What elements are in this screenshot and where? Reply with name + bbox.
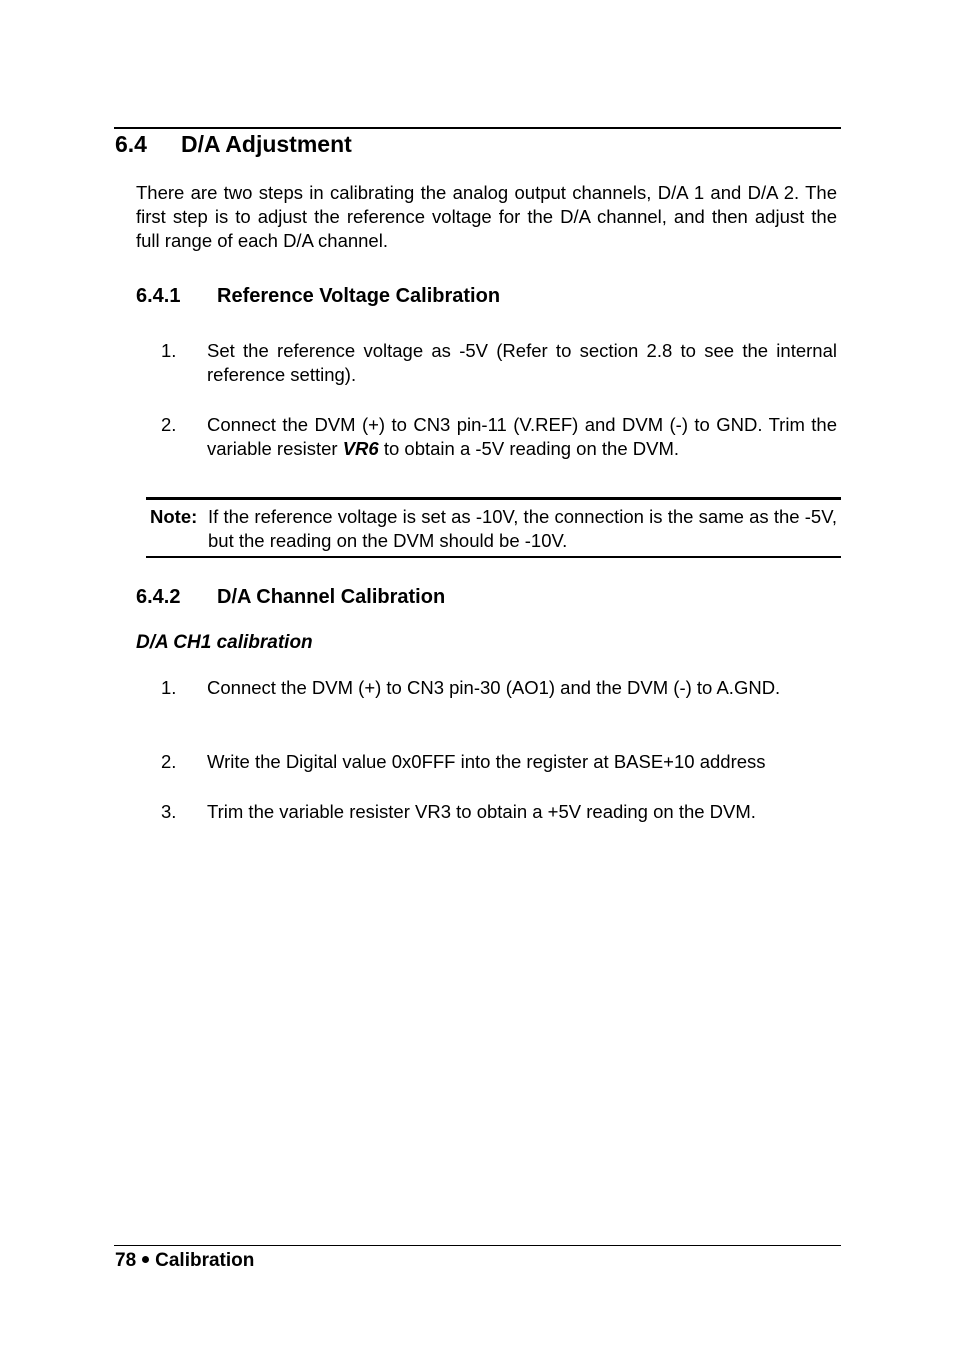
section-heading [115, 131, 352, 158]
list-item-text: Trim the variable resister VR3 to obtain a +5V reading on the DVM. [207, 801, 756, 822]
list-item [161, 750, 837, 774]
list-item-number: 2. [161, 414, 177, 435]
header-rule [114, 127, 841, 129]
list-item-number: 2. [161, 751, 177, 772]
list-item [161, 676, 837, 700]
note-bottom-rule [146, 556, 841, 558]
list-item-number: 1. [161, 340, 177, 361]
intro-paragraph: There are two steps in calibrating the analog output channels, D/A 1 and D/A 2. The first step is to adjust the reference voltage for the D/A channel, and then adjust the full range of each D/A channel. [136, 182, 837, 251]
list-item-number: 1. [161, 677, 177, 698]
subsection-number: 6.4.1 [136, 285, 181, 307]
list-item-text: Set the reference voltage as -5V (Refer to section 2.8 to see the internal reference setting). [207, 340, 837, 385]
list-item [161, 339, 837, 387]
chapter-name: Calibration [155, 1250, 255, 1271]
footer-rule [114, 1245, 841, 1246]
list-item [161, 800, 837, 824]
subsection-heading-6-4-2 [136, 586, 445, 609]
list-item-text: Write the Digital value 0x0FFF into the register at BASE+10 address [207, 751, 766, 772]
list-item-text [207, 413, 837, 461]
ch1-subheading: D/A CH1 calibration [136, 632, 313, 653]
list-item [161, 413, 837, 461]
note-label: Note: [150, 506, 198, 527]
list-item-text-part: to obtain a -5V reading on the DVM. [378, 438, 680, 459]
list-item-text: Connect the DVM (+) to CN3 pin-30 (AO1) and the DVM (-) to A.GND. [207, 677, 781, 698]
note-text: If the reference voltage is set as -10V, the connection is the same as the -5V, but the reading on the DVM should be -10V. [208, 506, 837, 551]
note-top-rule [146, 497, 841, 500]
list-item-number: 3. [161, 801, 177, 822]
subsection-heading-6-4-1 [136, 285, 500, 308]
list-item-text-part: Connect the DVM (+) to CN3 pin-11 (V.REF) and DVM (-) to GND. Trim the variable resister [207, 414, 837, 459]
subsection-number: 6.4.2 [136, 586, 181, 608]
bullet-separator-icon [142, 1256, 149, 1263]
section-number: 6.4 [115, 131, 147, 157]
emphasis-vr6: VR6 [342, 438, 379, 459]
note-box [150, 505, 837, 553]
section-title: D/A Adjustment [181, 131, 352, 157]
subsection-title: Reference Voltage Calibration [217, 285, 501, 307]
page-footer [115, 1250, 254, 1272]
subsection-title: D/A Channel Calibration [217, 586, 446, 608]
page-number: 78 [115, 1250, 137, 1271]
